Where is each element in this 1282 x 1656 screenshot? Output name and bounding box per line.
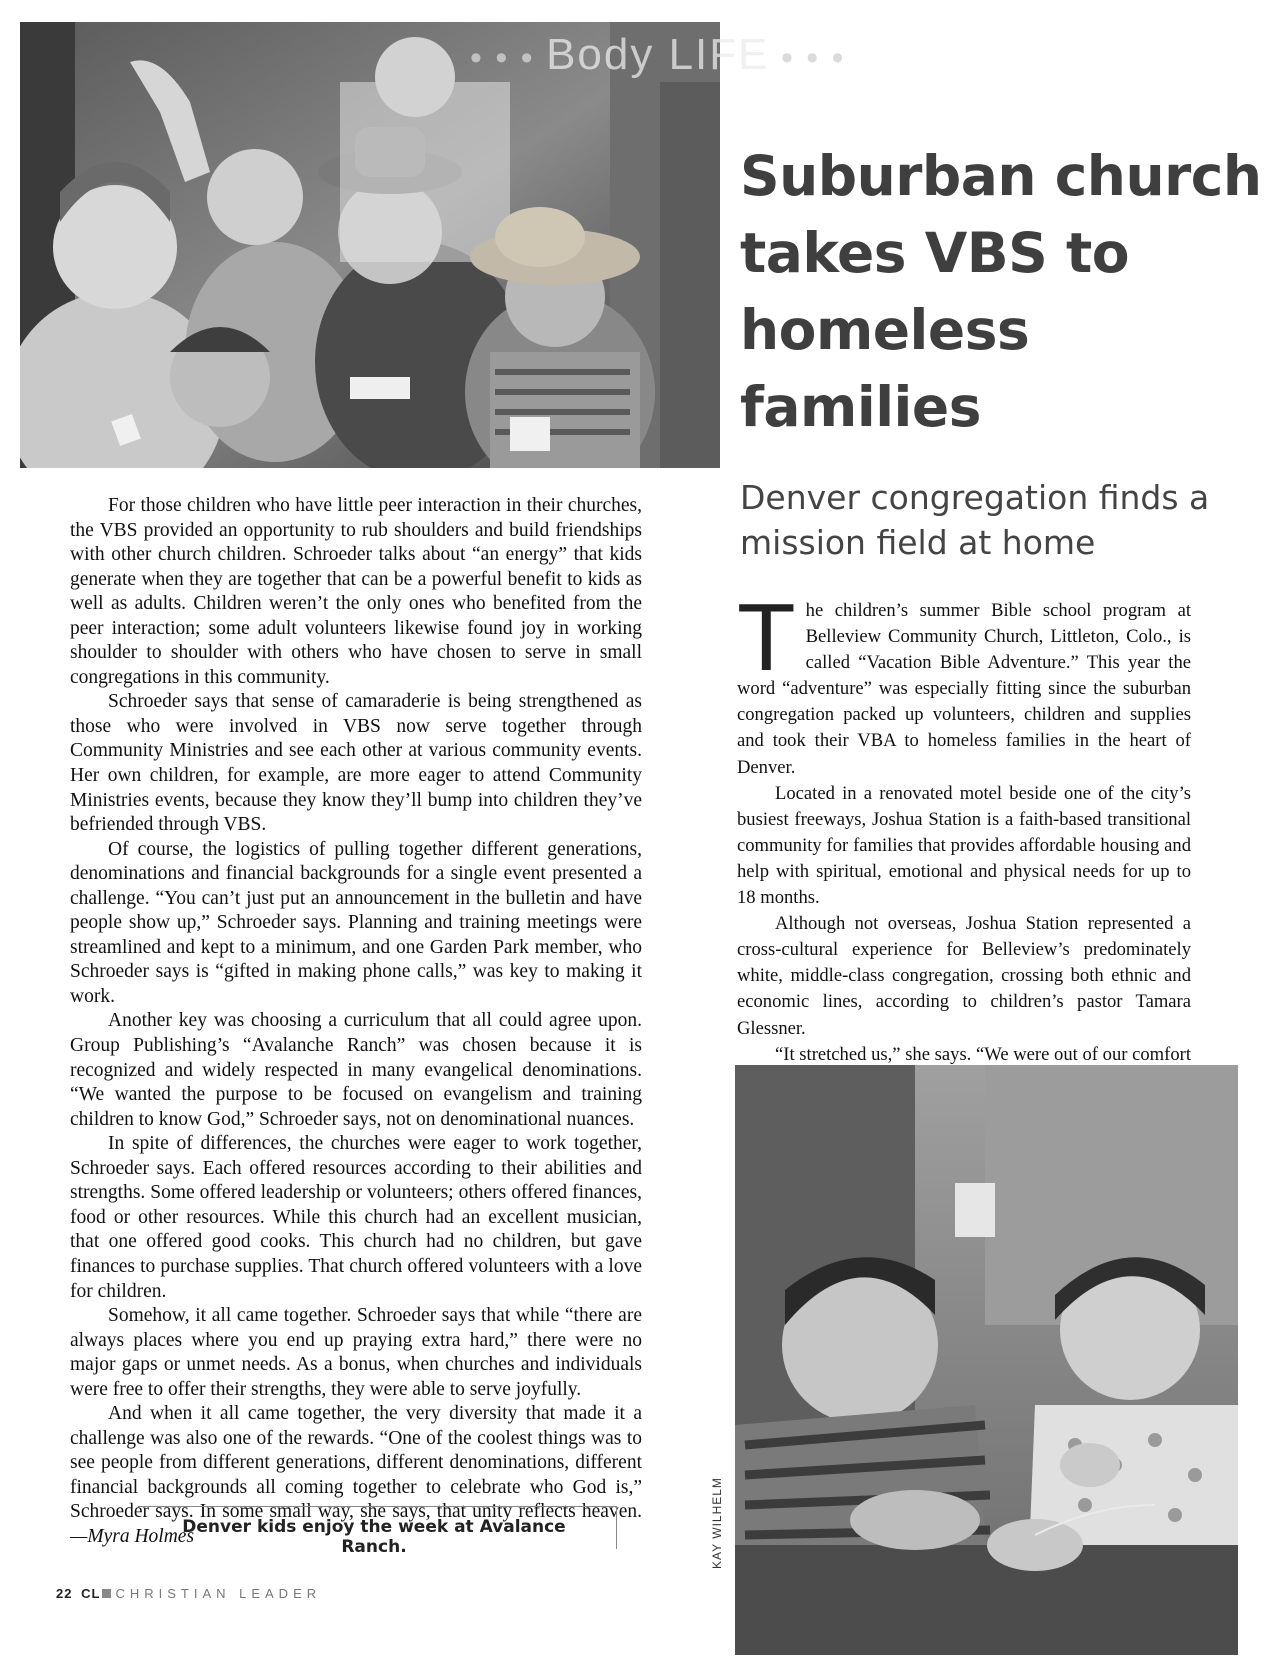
paragraph: Schroeder says that sense of camaraderie is being strengthened as those who were involved in VBS now serve together through Community Ministries and see each other at various community events. Her own children, for example, are more eager to attend Community Ministries events, because they know they’ll bump into children they’ve befriended through VBS. (70, 691, 642, 836)
page-number: 22 (56, 1586, 73, 1601)
paragraph: Somehow, it all came together. Schroeder says that while “there are always places where you end up praying extra hard,” there were no major gaps or unmet needs. As a bonus, when churches and individuals were free to offer their strengths, they were able to serve joyfully. (70, 1305, 642, 1400)
magazine-name: CHRISTIAN LEADER (115, 1586, 322, 1601)
paragraph: Another key was choosing a curriculum that all could agree upon. Group Publishing’s “Avalanche Ranch” was chosen because it is recognized and widely respected in many evangelical denominations. “We wanted the purpose to be focused on evangelism and training children to know God,” Schroeder says, not on denominational nuances. (70, 1010, 642, 1130)
magazine-abbr: CL (81, 1586, 101, 1601)
lead-paragraph (737, 584, 1191, 781)
kids-crafting-photo (735, 1065, 1238, 1655)
paragraph: For those children who have little peer interaction in their churches, the VBS provided an opportunity to rub shoulders and build friendships with other church children. Schroeder talks about “an energy” that kids generate when they are together that can be a powerful benefit to kids as well as adults. Children weren’t the only ones who benefited from the peer interaction; some adult volunteers likewise found joy in working shoulder to shoulder with others who have chosen to serve in small congregations in this community. (70, 495, 642, 688)
left-column (70, 494, 642, 1550)
vbs-children-photo (20, 22, 720, 468)
paragraph: Although not overseas, Joshua Station represented a cross-cultural experience for Belleview’s predominately white, middle-class congregation, crossing both ethnic and economic lines, according to children’s pastor Tamara Glessner. (737, 913, 1191, 1039)
headline: Suburban church takes VBS to homeless families (740, 144, 1262, 439)
paragraph: Located in a renovated motel beside one of the city’s busiest freeways, Joshua Station is a faith-based transitional community for families that provides affordable housing and help with spiritual, emotional and physical needs for up to 18 months. (737, 782, 1191, 909)
paragraph: “It stretched us,” she says. “We were out of our comfort (775, 1043, 1191, 1065)
paragraph: Of course, the logistics of pulling together different generations, denominations and financial backgrounds for a single event presented a challenge. “You can’t just put an announcement in the bulletin and have people show up,” Schroeder says. Planning and training meetings were streamlined and kept to a minimum, and one Garden Park member, who Schroeder says is “gifted in making phone calls,” was key to making it work. (70, 838, 642, 1007)
photo-caption: Denver kids enjoy the week at Avalance Ranch. (182, 1517, 566, 1557)
paragraph: In spite of differences, the churches were eager to work together, Schroeder says. Each offered resources according to their abilities and strengths. Some offered leadership or volunteers; others offered finances, food or other resources. While this church had an excellent musician, that one offered good cooks. This church had no children, but gave finances to purchase supplies. That church offered volunteers with a love for children. (70, 1133, 642, 1302)
right-column (737, 584, 1191, 1094)
deck: Denver congregation finds a mission field at home (740, 478, 1210, 562)
photo-credit: KAY WILHELM (710, 1477, 724, 1569)
byline: —Myra Holmes (70, 1525, 195, 1547)
dropcap: T (737, 584, 796, 691)
page-footer (56, 1586, 321, 1601)
square-icon (102, 1589, 111, 1598)
section-tag: • • • Body LIFE • • • (470, 30, 846, 79)
paragraph-text: And when it all came together, the very diversity that made it a challenge was also one of the rewards. “One of the coolest things was to see people from different generations, different denominations, different financial backgrounds all coming together to celebrate who God is,” Schroeder says. In some small way, she says, that unity reflects heaven. (70, 1403, 642, 1523)
lead-text: he children’s summer Bible school program at Belleview Community Church, Littleton, Colo., is called “Vacation Bible Adventure.” This year the word “adventure” was especially fitting since the suburban congregation packed up volunteers, children and supplies and took their VBA to homeless families in the heart of Denver. (737, 600, 1191, 778)
